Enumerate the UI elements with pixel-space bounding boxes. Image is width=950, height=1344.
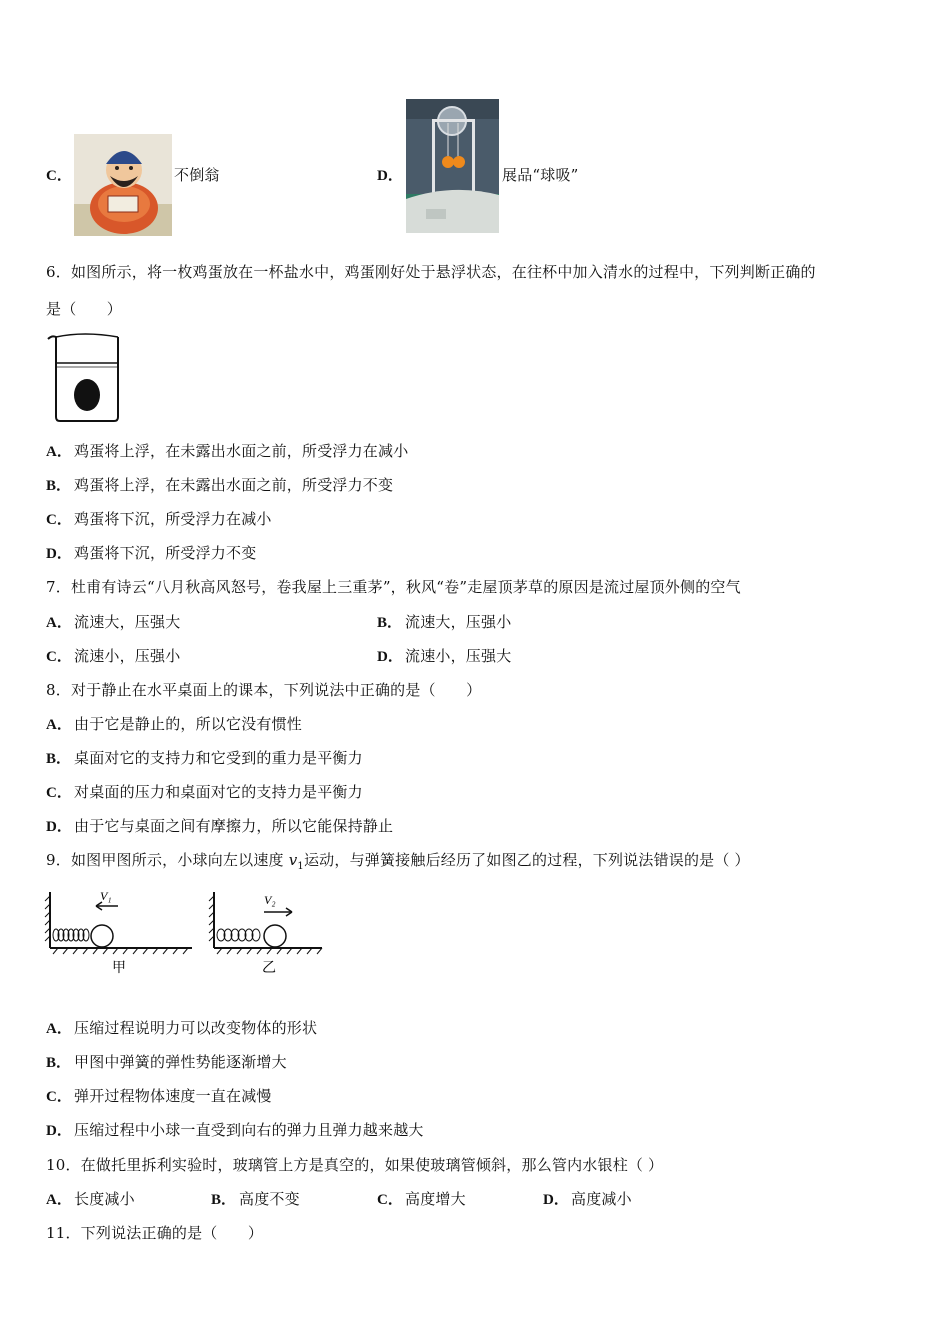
q7-option-c-text: 流速小，压强小 [74, 647, 181, 665]
q7-option-b-letter: B． [377, 615, 403, 631]
q9-option-a-text: 压缩过程说明力可以改变物体的形状 [74, 1019, 318, 1037]
q10-option-b-text: 高度不变 [239, 1190, 300, 1208]
q10-stem: 10．在做托里拆利实验时，玻璃管上方是真空的，如果使玻璃管倾斜，那么管内水银柱（ ） [46, 1156, 664, 1174]
q6-option-c-text: 鸡蛋将下沉，所受浮力在减小 [74, 510, 272, 528]
q10-option-d-text: 高度减小 [571, 1190, 632, 1208]
q7-option-c-letter: C． [46, 649, 72, 665]
q9-velocity-symbol: v [288, 851, 298, 869]
q6-option-c-letter: C． [46, 512, 72, 528]
q5-option-c-label: 不倒翁 [174, 166, 220, 184]
q7-option-b-text: 流速大，压强小 [405, 613, 512, 631]
q7-option-a-letter: A． [46, 615, 72, 631]
spring-figure-yi [208, 886, 328, 978]
q5-option-d-label: 展品“球吸” [502, 166, 579, 184]
q8-option-a-text: 由于它是静止的，所以它没有惯性 [74, 715, 303, 733]
beaker-egg-figure [44, 333, 124, 425]
q9-option-a-letter: A． [46, 1021, 72, 1037]
q8-option-d-text: 由于它与桌面之间有摩擦力，所以它能保持静止 [74, 817, 394, 835]
spring-figure-jia [44, 886, 200, 978]
q10-option-c-letter: C． [377, 1192, 403, 1208]
q6-option-d-letter: D． [46, 546, 72, 562]
q6-option-a-text: 鸡蛋将上浮，在未露出水面之前，所受浮力在减小 [74, 442, 409, 460]
q11-stem: 11．下列说法正确的是（ ） [46, 1224, 264, 1242]
q8-option-c-letter: C． [46, 785, 72, 801]
fig-jia-label: 甲 [112, 960, 126, 976]
q10-option-a-letter: A． [46, 1192, 72, 1208]
q6-option-b-letter: B． [46, 478, 72, 494]
q9-option-d-text: 压缩过程中小球一直受到向右的弹力且弹力越来越大 [74, 1121, 424, 1139]
q10-option-d-letter: D． [543, 1192, 569, 1208]
q6-stem-line1: 6．如图所示，将一枚鸡蛋放在一杯盐水中，鸡蛋刚好处于悬浮状态，在往杯中加入清水的过程中，下列判断正确的 [46, 263, 816, 281]
q9-stem-part-b: 运动，与弹簧接触后经历了如图乙的过程，下列说法错误的是（ ） [303, 851, 750, 869]
q10-option-a-text: 长度减小 [74, 1190, 135, 1208]
q7-stem: 7．杜甫有诗云“八月秋高风怒号，卷我屋上三重茅”，秋风“卷”走屋顶茅草的原因是流过屋顶外侧的空气 [46, 578, 741, 596]
q6-option-a-letter: A． [46, 444, 72, 460]
v2-label: V₂ [264, 893, 276, 907]
v1-label: V₁ [100, 889, 112, 903]
q9-option-b-text: 甲图中弹簧的弹性势能逐渐增大 [74, 1053, 287, 1071]
q8-option-b-letter: B． [46, 751, 72, 767]
q5-option-d-letter: D． [377, 168, 403, 184]
q5-option-c-letter: C． [46, 168, 72, 184]
q8-option-a-letter: A． [46, 717, 72, 733]
q7-option-d-text: 流速小，压强大 [405, 647, 512, 665]
q6-option-b-text: 鸡蛋将上浮，在未露出水面之前，所受浮力不变 [74, 476, 394, 494]
q7-option-d-letter: D． [377, 649, 403, 665]
q9-velocity-subscript: 1 [297, 861, 304, 872]
q6-option-d-text: 鸡蛋将下沉，所受浮力不变 [74, 544, 257, 562]
q7-option-a-text: 流速大，压强大 [74, 613, 181, 631]
q6-stem-line2: 是（ ） [46, 300, 123, 318]
q9-stem [46, 849, 750, 872]
q9-option-c-letter: C． [46, 1089, 72, 1105]
q9-option-c-text: 弹开过程物体速度一直在减慢 [74, 1087, 272, 1105]
q10-option-c-text: 高度增大 [405, 1190, 466, 1208]
q9-option-d-letter: D． [46, 1123, 72, 1139]
q8-option-d-letter: D． [46, 819, 72, 835]
q8-stem: 8．对于静止在水平桌面上的课本，下列说法中正确的是（ ） [46, 681, 482, 699]
q9-stem-part-a: 9．如图甲图所示，小球向左以速度 [46, 851, 289, 869]
q9-option-b-letter: B． [46, 1055, 72, 1071]
fig-yi-label: 乙 [262, 960, 276, 976]
q8-option-c-text: 对桌面的压力和桌面对它的支持力是平衡力 [74, 783, 363, 801]
q8-option-b-text: 桌面对它的支持力和它受到的重力是平衡力 [74, 749, 363, 767]
ball-suction-exhibit-photo [406, 99, 499, 233]
tumbler-photo [74, 134, 172, 236]
q10-option-b-letter: B． [211, 1192, 237, 1208]
